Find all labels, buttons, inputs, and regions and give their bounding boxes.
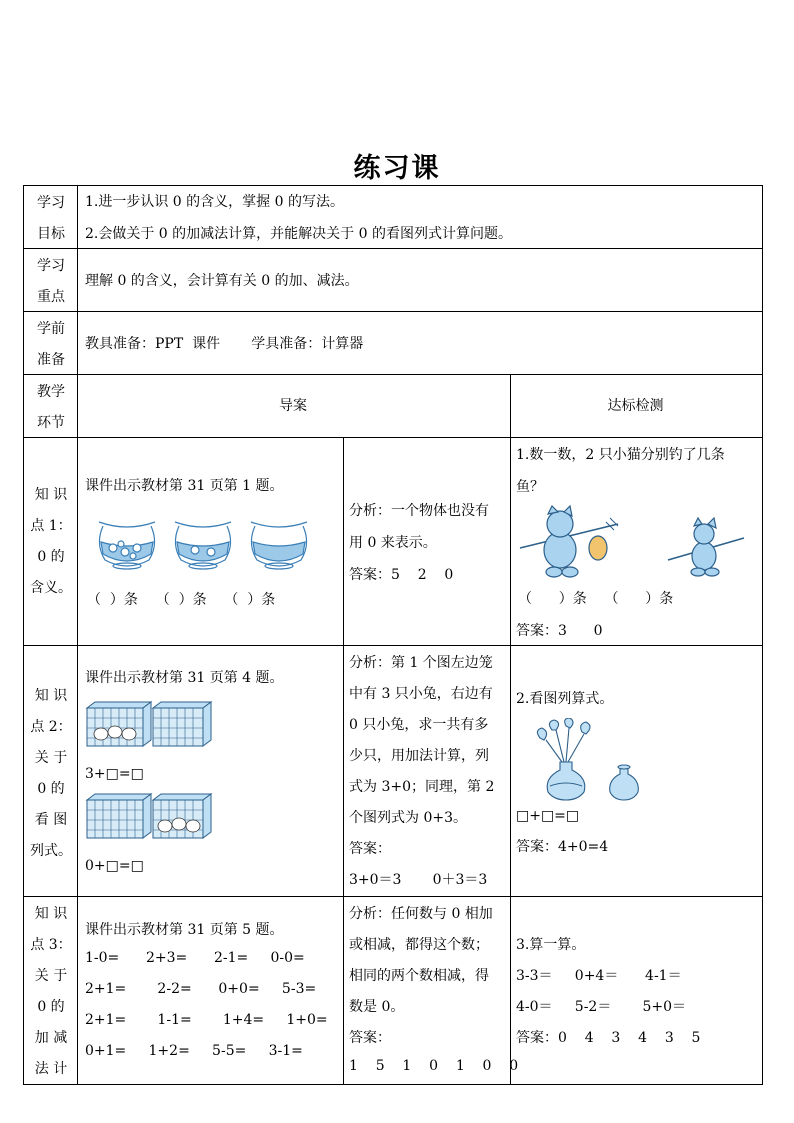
k2-analysis-1: 分析：第 1 个图左边笼 — [349, 655, 493, 671]
k2-analysis-4: 少只，用加法计算，列 — [349, 748, 489, 764]
header-label-2: 环节 — [37, 415, 65, 431]
fishbowls-illustration — [91, 514, 313, 574]
k2-analysis-3: 0 只小兔，求一共有多 — [349, 717, 489, 733]
k2-check-title: 2.看图列算式。 — [516, 691, 614, 707]
key-text: 理解 0 的含义，会计算有关 0 的加、减法。 — [85, 273, 359, 289]
prep-label-1: 学前 — [37, 321, 65, 337]
k1-answer: 答案：5 2 0 — [349, 567, 454, 583]
cell-goal-label — [23, 185, 78, 249]
k3-analysis-4: 数是 0。 — [349, 999, 405, 1015]
goal-line-1: 1.进一步认识 0 的含义，掌握 0 的写法。 — [85, 194, 344, 210]
cell-key-content — [77, 248, 763, 312]
k3-exercise-line-4: 0+1= 1+2= 5-5= 3-1= — [85, 1043, 303, 1059]
cell-k1-guide — [77, 437, 344, 646]
k3-check-answer: 答案：0 4 3 4 3 5 — [516, 1030, 701, 1046]
vases-illustration — [532, 718, 652, 802]
k2-label-2: 点 2： — [30, 719, 72, 735]
cell-k2-label — [23, 645, 78, 897]
goal-label-1: 学习 — [37, 195, 65, 211]
key-label-1: 学习 — [37, 258, 65, 274]
k3-analysis-2: 或相减，都得这个数； — [349, 937, 489, 953]
k1-check-blanks: （ ）条 （ ）条 — [518, 591, 674, 607]
k3-answer: 1 5 1 0 1 0 0 — [349, 1058, 519, 1074]
k2-analysis-6: 个图列式为 0+3。 — [349, 810, 467, 826]
prep-label-2: 准备 — [37, 352, 65, 368]
k1-label-3: 0 的 — [37, 549, 65, 565]
k2-answer: 3+0＝3 0＋3＝3 — [349, 872, 488, 888]
cell-k2-guide — [77, 645, 344, 897]
k2-label-1: 知 识 — [34, 688, 68, 704]
rabbit-cages-illustration-1 — [85, 700, 215, 748]
key-label-2: 重点 — [37, 289, 65, 305]
k1-label-4: 含义。 — [30, 580, 72, 596]
k3-label-4: 0 的 — [37, 999, 65, 1015]
k3-exercise-line-2: 2+1= 2-2= 0+0= 5-3= — [85, 981, 317, 997]
k3-label-1: 知 识 — [34, 906, 68, 922]
cell-header-label — [23, 374, 78, 438]
goal-line-2: 2.会做关于 0 的加减法计算，并能解决关于 0 的看图列式计算问题。 — [85, 226, 512, 242]
k1-label-2: 点 1： — [30, 518, 72, 534]
cell-k3-check — [510, 896, 763, 1085]
cell-k1-label — [23, 437, 78, 646]
k3-analysis-1: 分析：任何数与 0 相加 — [349, 906, 493, 922]
k2-label-4: 0 的 — [37, 781, 65, 797]
k2-check-answer: 答案：4+0=4 — [516, 839, 609, 855]
k1-analysis-1: 分析：一个物体也没有 — [349, 503, 489, 519]
k2-check-equation: □+□=□ — [516, 808, 580, 824]
page-title: 练习课 — [353, 153, 441, 184]
cell-k2-analysis — [343, 645, 511, 897]
prep-text: 教具准备：PPT 课件 学具准备：计算器 — [85, 336, 364, 352]
cell-header-guide — [77, 374, 511, 438]
k2-label-5: 看 图 — [34, 812, 68, 828]
k2-analysis-2: 中有 3 只小兔，右边有 — [349, 686, 493, 702]
header-label-1: 教学 — [37, 384, 65, 400]
k2-equation-1: 3+□=□ — [85, 766, 144, 782]
fishing-cats-illustration — [518, 504, 748, 582]
k1-blanks: （ ）条 （ ）条 （ ）条 — [87, 592, 276, 608]
k3-check-line-1: 3-3＝ 0+4＝ 4-1＝ — [516, 968, 682, 984]
k1-check-2: 鱼？ — [516, 479, 544, 495]
k3-label-6: 法 计 — [34, 1061, 68, 1077]
k1-label-1: 知 识 — [34, 487, 68, 503]
k2-equation-2: 0+□=□ — [85, 858, 144, 874]
k2-analysis-7: 答案： — [349, 841, 391, 857]
cell-k3-guide — [77, 896, 344, 1085]
k3-guide-title: 课件出示教材第 31 页第 5 题。 — [85, 922, 284, 938]
k3-exercise-line-3: 2+1= 1-1= 1+4= 1+0= — [85, 1012, 328, 1028]
column-header-check: 达标检测 — [607, 398, 664, 414]
cell-goal-content — [77, 185, 763, 249]
k3-label-2: 点 3： — [30, 937, 72, 953]
k3-analysis-3: 相同的两个数相减，得 — [349, 968, 489, 984]
cell-prep-content — [77, 311, 763, 375]
k1-analysis-2: 用 0 来表示。 — [349, 535, 437, 551]
cell-header-check — [510, 374, 763, 438]
k1-check-answer: 答案：3 0 — [516, 623, 603, 639]
k1-guide-title: 课件出示教材第 31 页第 1 题。 — [85, 478, 284, 494]
rabbit-cages-illustration-2 — [85, 792, 215, 840]
cell-prep-label — [23, 311, 78, 375]
column-header-guide: 导案 — [279, 398, 307, 414]
k3-check-line-2: 4-0＝ 5-2＝ 5+0＝ — [516, 999, 687, 1015]
k2-label-3: 关 于 — [34, 750, 68, 766]
cell-k3-label — [23, 896, 78, 1085]
k3-label-5: 加 减 — [34, 1030, 68, 1046]
k2-guide-title: 课件出示教材第 31 页第 4 题。 — [85, 670, 284, 686]
cell-key-label — [23, 248, 78, 312]
k3-analysis-5: 答案： — [349, 1030, 391, 1046]
goal-label-2: 目标 — [37, 226, 65, 242]
cell-k1-analysis — [343, 437, 511, 646]
k1-check-1: 1.数一数，2 只小猫分别钓了几条 — [516, 447, 725, 463]
cell-k2-check — [510, 645, 763, 897]
k3-check-title: 3.算一算。 — [516, 937, 586, 953]
cell-k3-analysis — [343, 896, 519, 1085]
k2-analysis-5: 式为 3+0；同理，第 2 — [349, 779, 495, 795]
k2-label-6: 列式。 — [30, 843, 72, 859]
cell-k1-check — [510, 437, 763, 646]
k3-label-3: 关 于 — [34, 968, 68, 984]
k3-exercise-line-1: 1-0= 2+3= 2-1= 0-0= — [85, 950, 305, 966]
